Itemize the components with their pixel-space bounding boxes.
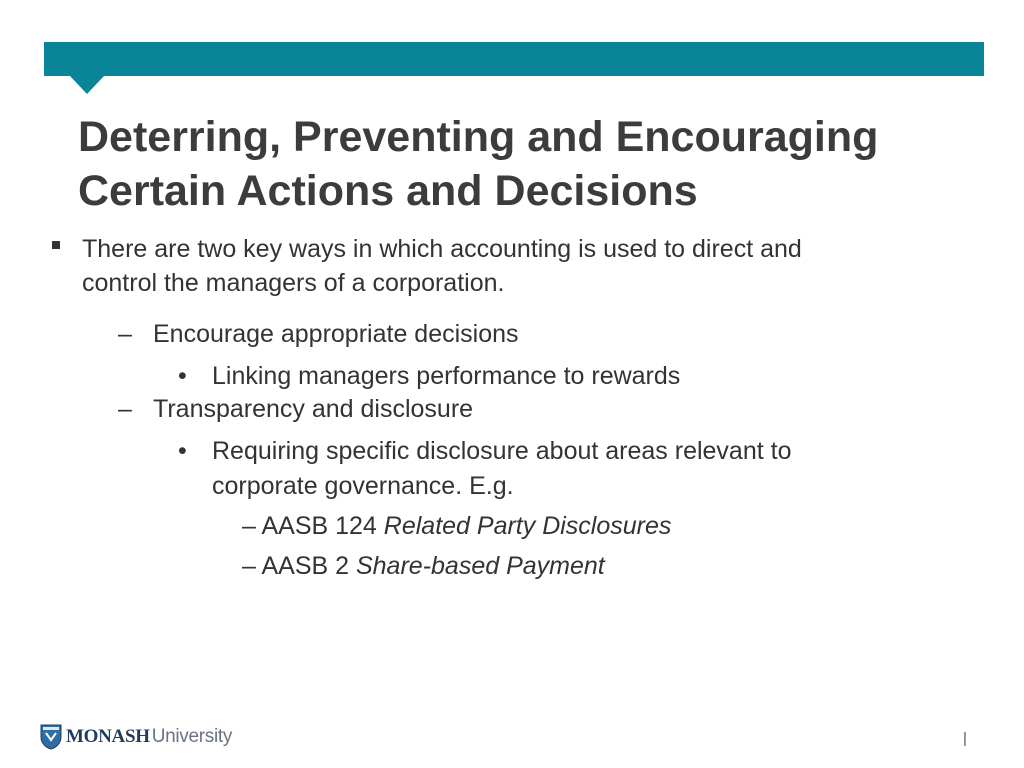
monash-logo bbox=[40, 722, 232, 752]
dot-bullet-icon: • bbox=[178, 362, 187, 390]
sub-item-1: Encourage appropriate decisions bbox=[153, 320, 519, 348]
standard-1-prefix: – AASB 124 bbox=[242, 512, 384, 540]
dot-bullet-icon: • bbox=[178, 437, 187, 465]
title-line-2: Certain Actions and Decisions bbox=[78, 167, 698, 215]
logo-wordmark-bold: MONASH bbox=[66, 726, 150, 747]
crest-icon bbox=[40, 724, 62, 750]
sub-item-2: Transparency and disclosure bbox=[153, 395, 474, 423]
sub-item-2-point-line-1: Requiring specific disclosure about areas relevant to bbox=[212, 437, 792, 465]
slide-title bbox=[78, 110, 978, 218]
page-number: | bbox=[963, 730, 967, 747]
standard-item-2 bbox=[242, 551, 605, 581]
standard-2-title: Share-based Payment bbox=[355, 552, 605, 580]
standard-2-prefix: – AASB 2 bbox=[242, 552, 356, 580]
banner-notch bbox=[70, 76, 104, 94]
title-line-1: Deterring, Preventing and Encouraging bbox=[78, 113, 879, 161]
bullet-1-line-2: control the managers of a corporation. bbox=[82, 269, 505, 297]
bullet-1-line-1: There are two key ways in which accounting is used to direct and bbox=[82, 235, 802, 263]
dash-bullet-icon: – bbox=[118, 395, 132, 423]
sub-item-2-point-line-2: corporate governance. E.g. bbox=[212, 472, 514, 500]
square-bullet-icon bbox=[52, 241, 60, 249]
sub-item-1-point: Linking managers performance to rewards bbox=[212, 362, 681, 390]
standard-item-1 bbox=[242, 511, 671, 541]
dash-bullet-icon: – bbox=[118, 320, 132, 348]
logo-wordmark-light: University bbox=[151, 726, 233, 747]
standard-1-title: Related Party Disclosures bbox=[383, 512, 672, 540]
header-banner bbox=[44, 42, 984, 76]
